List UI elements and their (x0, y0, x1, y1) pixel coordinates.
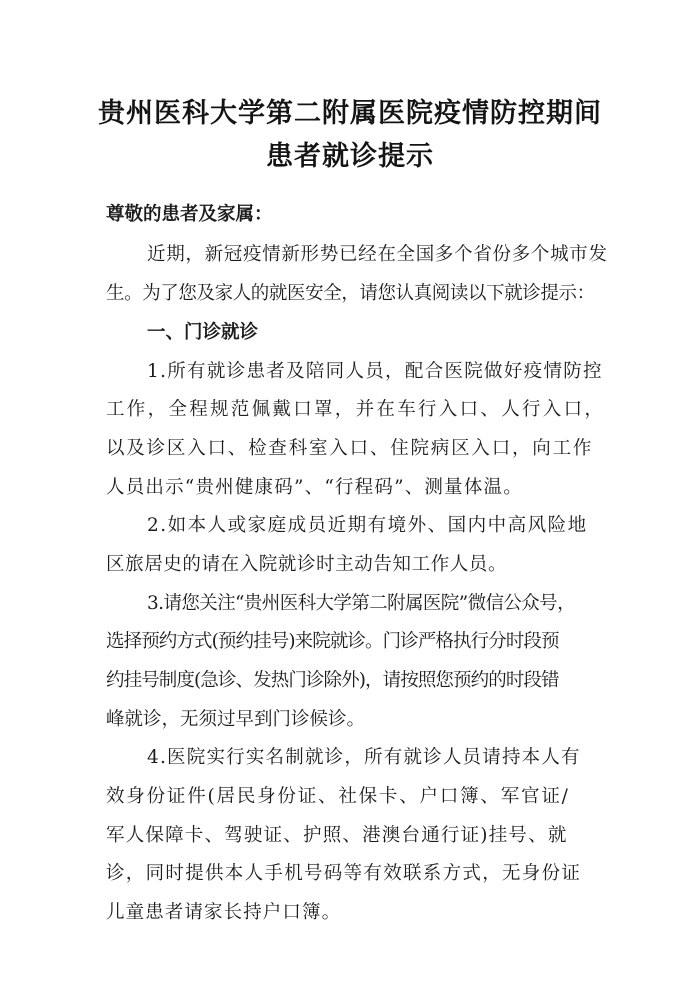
salutation: 尊敬的患者及家属： (106, 204, 273, 225)
item-4-line-3: 军人保障卡、驾驶证、护照、港澳台通行证)挂号、就 (106, 825, 568, 846)
section-heading-outpatient: 一、门诊就诊 (147, 322, 259, 343)
item-1-line-1: 1.所有就诊患者及陪同人员，配合医院做好疫情防控 (147, 361, 603, 382)
item-1-line-3: 以及诊区入口、检查科室入口、住院病区入口，向工作 (106, 438, 594, 459)
item-3-line-2: 选择预约方式(预约挂号)来院就诊。门诊严格执行分时段预 (106, 631, 559, 652)
document-title-line-2: 患者就诊提示 (266, 141, 434, 172)
item-1-line-2: 工作，全程规范佩戴口罩，并在车行入口、人行入口， (106, 399, 606, 420)
paragraph-intro-line-1: 近期，新冠疫情新形势已经在全国多个省份多个城市发 (147, 244, 607, 265)
item-3-line-4: 峰就诊，无须过早到门诊候诊。 (106, 709, 366, 730)
item-2-line-2: 区旅居史的请在入院就诊时主动告知工作人员。 (106, 554, 508, 575)
item-4-line-2: 效身份证件(居民身份证、社保卡、户口簿、军官证/ (106, 786, 570, 807)
item-4-line-1: 4.医院实行实名制就诊，所有就诊人员请持本人有 (147, 747, 581, 768)
item-4-line-4: 诊，同时提供本人手机号码等有效联系方式，无身份证 (106, 863, 582, 884)
document-title-line-1: 贵州医科大学第二附属医院疫情防控期间 (98, 98, 602, 129)
item-3-line-1: 3.请您关注“贵州医科大学第二附属医院”微信公众号， (147, 593, 575, 614)
item-1-line-4: 人员出示“贵州健康码”、“行程码”、测量体温。 (106, 477, 523, 498)
paragraph-intro-line-2: 生。为了您及家人的就医安全，请您认真阅读以下就诊提示： (106, 283, 595, 304)
item-4-line-5: 儿童患者请家长持户口簿。 (106, 902, 342, 923)
item-3-line-3: 约挂号制度(急诊、发热门诊除外)，请按照您预约的时段错 (106, 670, 559, 691)
item-2-line-1: 2.如本人或家庭成员近期有境外、国内中高风险地 (147, 515, 588, 536)
